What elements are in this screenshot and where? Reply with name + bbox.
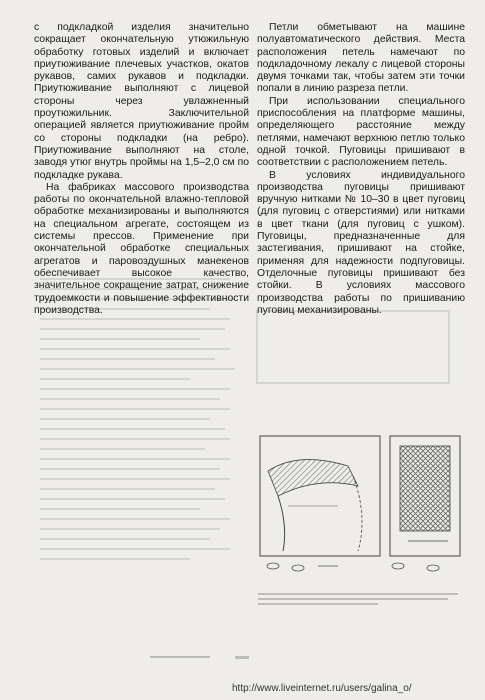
- pocket-illustration: [258, 376, 463, 576]
- right-text-column: [257, 22, 465, 317]
- running-head: [150, 656, 210, 658]
- paragraph: В условиях индивидуального производства пуговицы пришивают вручную нитками № 10–30 в цвет пуговиц (для пуговиц с отверстиями) или нитками в цвет ткани (для пуговиц с ушком). Пуговицы, предназначенные для застегивания, пришивают на стойке, применяя для надежности подпуговицы. Отделочные пуговицы пришивают без стойки. В условиях массового производства работы по пришиванию пуговиц механизированы.: [257, 169, 465, 316]
- page-number: [235, 656, 249, 659]
- page-footer: [0, 648, 485, 668]
- paragraph: Петли обметывают на машине полуавтоматического действия. Места расположения петель намечают по подкладочному лекалу с лицевой стороны двумя точками так, чтобы затем эти точки попали в линию разреза петли.: [257, 22, 465, 95]
- paragraph: При использовании специального приспособления на платформе машины, определяющего расстояние между петлями, намечают верхнюю петлю только одной точкой. Пуговицы пришивают в соответствии с расположением петель.: [257, 95, 465, 169]
- paragraph: На фабриках массового производства работы по окончательной влажно-тепловой обработке механизированы и выполняются на специальном агрегате, состоящем из системы прессов. Применение при окончательной обработке специальных агрегатов и паровоздушных манекенов обеспечивает высокое качество, значительное сокращение затрат, снижение трудоемкости и повышение эффективности производства.: [34, 181, 249, 316]
- paragraph: с подкладкой изделия значительно сокращает окончательную утюжильную обработку готовых изделий и включает приутюживание плечевых участков, окатов рукавов, самих рукавов и подкладки. Приутюживание выполняют с лицевой стороны через увлажненный проутюжильник. Заключительной операцией является приутюживание пройм со стороны подкладки (на ребро). Приутюживание выполняют на столе, заводя утюг внутрь проймы на 1,5–2,0 см по подкладке рукава.: [34, 22, 249, 181]
- figure-caption-bleed: [258, 590, 463, 608]
- left-text-column: [34, 22, 249, 317]
- source-url-link[interactable]: http://www.liveinternet.ru/users/galina_o/: [232, 683, 412, 694]
